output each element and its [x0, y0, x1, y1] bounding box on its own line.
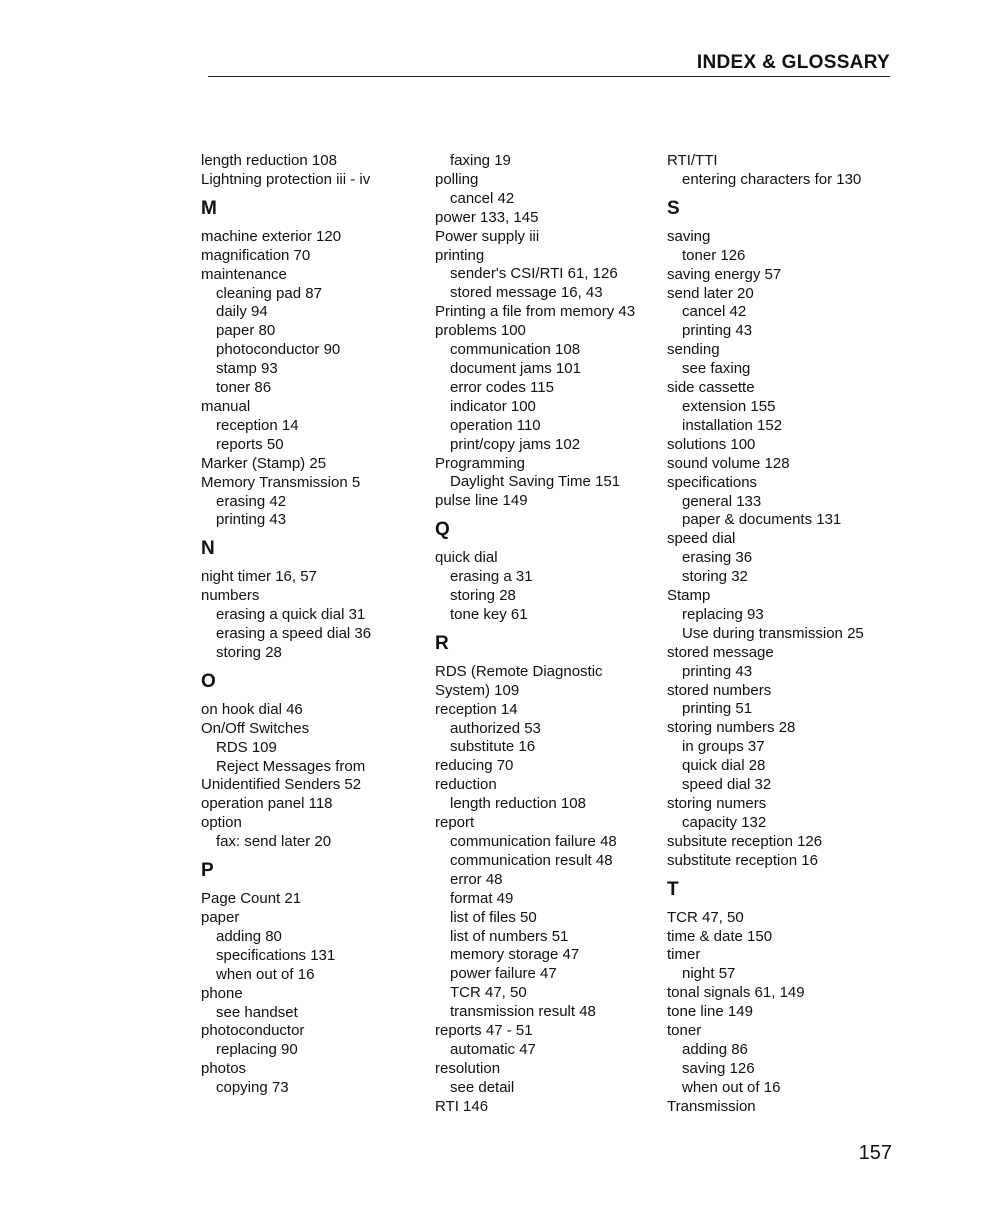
index-entry: specifications — [667, 473, 758, 491]
header-divider — [208, 76, 890, 77]
index-section-letter: M — [201, 197, 217, 219]
index-entry: machine exterior 120 — [201, 227, 342, 245]
index-subentry: reports 50 — [216, 435, 284, 453]
index-entry: numbers — [201, 587, 260, 605]
index-subentry: saving 126 — [682, 1059, 755, 1077]
index-entry: printing — [435, 246, 485, 264]
index-column-3 — [667, 152, 892, 1117]
index-subentry: specifications 131 — [216, 946, 336, 964]
index-entry: length reduction 108 — [201, 152, 337, 169]
index-entry: tonal signals 61, 149 — [667, 984, 805, 1002]
index-subentry: quick dial 28 — [682, 757, 766, 775]
index-entry: Unidentified Senders 52 — [201, 776, 362, 794]
index-subentry: toner 126 — [682, 246, 746, 264]
index-entry: reports 47 - 51 — [435, 1022, 533, 1040]
index-entry: Programming — [435, 454, 526, 472]
index-subentry: cancel 42 — [682, 303, 747, 321]
index-section-letter: N — [201, 538, 215, 560]
index-entry: polling — [435, 170, 479, 188]
index-subentry: storing 28 — [450, 587, 516, 605]
index-subentry: fax: send later 20 — [216, 833, 332, 851]
index-entry: RTI 146 — [435, 1097, 489, 1115]
index-subentry: general 133 — [682, 492, 762, 510]
index-entry: saving — [667, 227, 711, 245]
index-entry: RDS (Remote Diagnostic — [435, 662, 603, 680]
index-subentry: error 48 — [450, 870, 503, 888]
index-entry: problems 100 — [435, 322, 526, 340]
index-entry: Page Count 21 — [201, 890, 302, 908]
index-subentry: when out of 16 — [216, 965, 315, 983]
index-entry: storing numers — [667, 795, 767, 812]
index-entry: On/Off Switches — [201, 719, 310, 737]
index-subentry: when out of 16 — [682, 1078, 781, 1096]
index-entry: toner — [667, 1022, 702, 1040]
index-entry: resolution — [435, 1059, 501, 1077]
index-entry: paper — [201, 909, 240, 926]
index-subentry: erasing a quick dial 31 — [216, 606, 366, 624]
index-entry: System) 109 — [435, 681, 520, 699]
index-entry: substitute reception 16 — [667, 851, 818, 869]
index-entry: reducing 70 — [435, 757, 514, 775]
index-subentry: installation 152 — [682, 416, 783, 434]
index-subentry: speed dial 32 — [682, 776, 772, 794]
index-subentry: error codes 115 — [450, 378, 554, 396]
index-entry: maintenance — [201, 265, 287, 283]
index-section-letter: Q — [435, 519, 450, 541]
index-subentry: list of files 50 — [450, 908, 537, 926]
index-entry: speed dial — [667, 530, 736, 548]
index-subentry: length reduction 108 — [450, 795, 586, 813]
index-subentry: erasing a 31 — [450, 568, 533, 586]
index-subentry: authorized 53 — [450, 719, 541, 737]
index-subentry: print/copy jams 102 — [450, 435, 581, 453]
index-column-2 — [435, 152, 660, 1117]
index-entry: quick dial — [435, 549, 498, 567]
page-header-title: INDEX & GLOSSARY — [696, 52, 890, 73]
index-subentry: cleaning pad 87 — [216, 284, 322, 302]
index-entry: side cassette — [667, 379, 755, 397]
index-subentry: extension 155 — [682, 397, 776, 415]
index-subentry: printing 43 — [216, 511, 287, 529]
index-subentry: power failure 47 — [450, 965, 557, 983]
index-subentry: adding 80 — [216, 927, 282, 945]
index-subentry: substitute 16 — [450, 738, 536, 756]
index-subentry: replacing 93 — [682, 605, 764, 623]
index-entry: time & date 150 — [667, 927, 773, 945]
index-entry: reception 14 — [435, 700, 518, 718]
index-subentry: list of numbers 51 — [450, 927, 569, 945]
index-subentry: replacing 90 — [216, 1041, 298, 1059]
index-subentry: stamp 93 — [216, 360, 278, 378]
index-subentry: printing 51 — [682, 700, 753, 718]
index-subentry: erasing 36 — [682, 549, 753, 567]
index-subentry: faxing 19 — [450, 152, 511, 169]
index-subentry: copying 73 — [216, 1079, 289, 1097]
index-subentry: printing 43 — [682, 322, 753, 340]
index-subentry: operation 110 — [450, 416, 541, 434]
index-entry: solutions 100 — [667, 435, 756, 453]
index-subentry: erasing a speed dial 36 — [216, 625, 372, 643]
index-subentry: communication result 48 — [450, 851, 613, 869]
index-entry: pulse line 149 — [435, 492, 528, 510]
index-subentry: transmission result 48 — [450, 1003, 596, 1021]
index-subentry: indicator 100 — [450, 397, 536, 415]
index-entry: manual — [201, 397, 251, 415]
index-entry: sound volume 128 — [667, 454, 790, 472]
index-subentry: sender's CSI/RTI 61, 126 — [450, 265, 618, 283]
index-entry: stored numbers — [667, 681, 772, 699]
index-subentry: paper & documents 131 — [682, 511, 842, 529]
index-section-letter: R — [435, 632, 449, 654]
index-subentry: Daylight Saving Time 151 — [450, 473, 621, 491]
index-section-letter: T — [667, 878, 679, 900]
index-entry: report — [435, 814, 475, 832]
page-number: 157 — [858, 1142, 892, 1164]
index-entry: operation panel 118 — [201, 795, 333, 813]
index-entry: power 133, 145 — [435, 208, 539, 226]
index-column-1 — [201, 152, 426, 1098]
index-subentry: storing 32 — [682, 568, 748, 586]
index-subentry: see detail — [450, 1078, 515, 1096]
index-subentry: toner 86 — [216, 379, 272, 397]
index-subentry: tone key 61 — [450, 605, 528, 623]
index-entry: tone line 149 — [667, 1003, 753, 1021]
index-entry: Lightning protection iii - iv — [201, 170, 371, 188]
index-subentry: adding 86 — [682, 1040, 748, 1058]
index-entry: night timer 16, 57 — [201, 568, 317, 586]
index-entry: subsitute reception 126 — [667, 832, 823, 850]
index-subentry: see handset — [216, 1003, 298, 1021]
index-entry: Memory Transmission 5 — [201, 473, 361, 491]
index-entry: option — [201, 814, 242, 832]
index-subentry: memory storage 47 — [450, 946, 580, 964]
index-entry: Stamp — [667, 587, 711, 605]
index-entry: saving energy 57 — [667, 265, 782, 283]
index-entry: Transmission — [667, 1097, 756, 1115]
index-subentry: format 49 — [450, 889, 514, 907]
index-entry: magnification 70 — [201, 246, 311, 264]
index-subentry: see faxing — [682, 360, 751, 378]
index-subentry: entering characters for 130 — [682, 170, 862, 188]
index-entry: send later 20 — [667, 284, 754, 302]
index-entry: Power supply iii — [435, 227, 540, 245]
index-entry: Marker (Stamp) 25 — [201, 454, 327, 472]
index-entry: phone — [201, 984, 243, 1002]
index-subentry: capacity 132 — [682, 813, 767, 831]
index-subentry: Use during transmission 25 — [682, 624, 864, 642]
index-subentry: in groups 37 — [682, 738, 765, 756]
index-subentry: TCR 47, 50 — [450, 984, 527, 1002]
index-subentry: daily 94 — [216, 303, 268, 321]
index-entry: storing numbers 28 — [667, 719, 796, 737]
index-entry: Printing a file from memory 43 — [435, 303, 636, 321]
index-entry: TCR 47, 50 — [667, 908, 744, 926]
index-section-letter: P — [201, 860, 214, 882]
index-subentry: paper 80 — [216, 322, 276, 340]
index-subentry: communication 108 — [450, 341, 581, 359]
index-entry: on hook dial 46 — [201, 700, 303, 718]
index-entry: photoconductor — [201, 1022, 305, 1040]
index-subentry: storing 28 — [216, 643, 282, 661]
index-entry: stored message — [667, 643, 774, 661]
index-subentry: stored message 16, 43 — [450, 284, 603, 302]
index-entry: reduction — [435, 776, 497, 794]
index-entry: timer — [667, 946, 701, 964]
index-entry: photos — [201, 1060, 247, 1078]
index-subentry: automatic 47 — [450, 1040, 536, 1058]
index-subentry: photoconductor 90 — [216, 341, 341, 359]
index-subentry: cancel 42 — [450, 189, 515, 207]
index-subentry: printing 43 — [682, 662, 753, 680]
index-section-letter: S — [667, 197, 680, 219]
index-subentry: RDS 109 — [216, 738, 277, 756]
index-entry: sending — [667, 341, 720, 359]
index-subentry: night 57 — [682, 965, 736, 983]
index-subentry: communication failure 48 — [450, 833, 617, 850]
index-entry: RTI/TTI — [667, 152, 718, 169]
index-section-letter: O — [201, 670, 216, 692]
index-subentry: erasing 42 — [216, 492, 287, 510]
index-subentry: Reject Messages from — [216, 757, 366, 775]
index-subentry: document jams 101 — [450, 359, 581, 377]
index-subentry: reception 14 — [216, 416, 299, 434]
